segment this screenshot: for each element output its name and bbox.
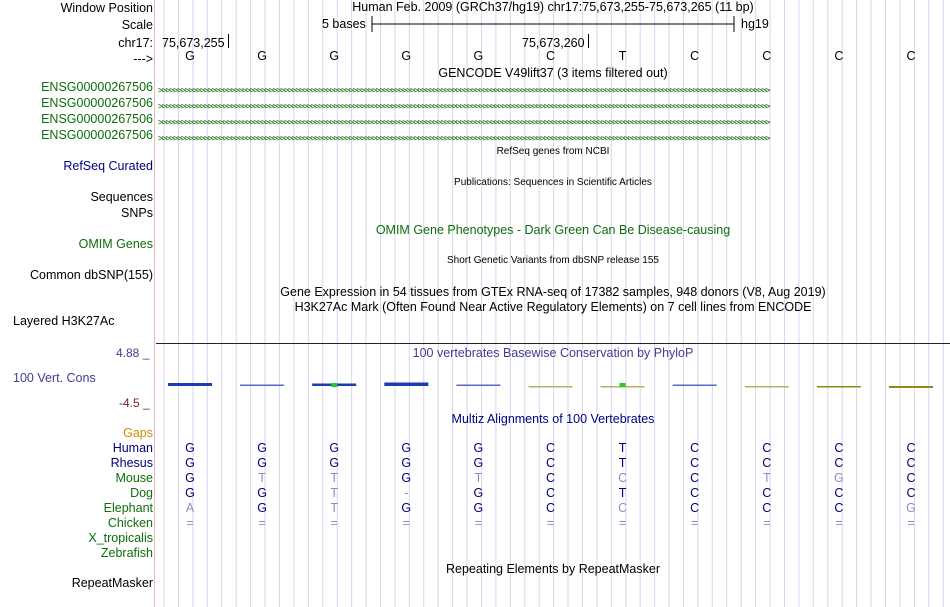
chr-label: chr17:	[118, 36, 153, 50]
alignment-base: C	[762, 486, 772, 500]
snps-track-label[interactable]: SNPs	[121, 206, 153, 220]
alignment-base: C	[545, 456, 556, 470]
alignment-base: G	[473, 441, 484, 455]
position-mid: 75,673,260	[522, 36, 585, 50]
alignment-base: C	[834, 501, 844, 515]
alignment-base: T	[330, 486, 338, 500]
scale-bar	[370, 15, 736, 33]
gencode-item-strand[interactable]: >>>>>>>>>>>>>>>>>>>>>>>>>>>>>>>>>>>>>>>>>>>>>>>>>>>>>>>>>>>>>>>>>>>>>>>>>>>>>>>>>>>>>>>>>>>>>>>>>>>>>>>>>>>>>>>>>>>>>>>>>>>>>>>>>>>>>>>>>>>>>>>>>>>>>>>>>>>>>>>>	[158, 86, 769, 94]
alignment-base: G	[834, 471, 844, 485]
reference-base: G	[185, 49, 195, 63]
reference-base: G	[257, 49, 267, 63]
alignment-base: G	[473, 486, 484, 500]
alignment-base: C	[618, 471, 628, 485]
alignment-base: =	[330, 516, 338, 530]
alignment-base: C	[545, 501, 556, 515]
alignment-base: T	[474, 471, 483, 485]
assembly-position: Human Feb. 2009 (GRCh37/hg19) chr17:75,673,255-75,673,265 (11 bp)	[352, 0, 754, 14]
alignment-base: C	[545, 471, 556, 485]
alignment-base: G	[257, 501, 267, 515]
repeatmasker-track-label[interactable]: RepeatMasker	[71, 576, 153, 590]
alignment-base: C	[762, 441, 772, 455]
gencode-item-strand[interactable]: >>>>>>>>>>>>>>>>>>>>>>>>>>>>>>>>>>>>>>>>>>>>>>>>>>>>>>>>>>>>>>>>>>>>>>>>>>>>>>>>>>>>>>>>>>>>>>>>>>>>>>>>>>>>>>>>>>>>>>>>>>>>>>>>>>>>>>>>>>>>>>>>>>>>>>>>>>>>>>>>	[158, 118, 769, 126]
reference-base: C	[834, 49, 844, 63]
alignment-base: C	[906, 471, 916, 485]
h3k27ac-baseline	[156, 343, 950, 344]
alignment-base: G	[473, 501, 484, 515]
omim-track-label[interactable]: OMIM Genes	[78, 237, 153, 251]
position-mid-tick	[588, 34, 589, 48]
species-label[interactable]: Dog	[130, 486, 153, 500]
reference-base: C	[545, 49, 556, 63]
reference-base: C	[906, 49, 916, 63]
conservation-bar	[456, 385, 500, 387]
reference-base: C	[690, 49, 700, 63]
alignment-base: =	[186, 516, 194, 530]
gencode-item-label[interactable]: ENSG00000267506	[41, 96, 153, 110]
species-label[interactable]: Zebrafish	[100, 546, 153, 560]
alignment-base: G	[401, 456, 412, 470]
alignment-base: T	[258, 471, 266, 485]
conservation-highlight	[331, 383, 337, 387]
gencode-item-strand[interactable]: >>>>>>>>>>>>>>>>>>>>>>>>>>>>>>>>>>>>>>>>>>>>>>>>>>>>>>>>>>>>>>>>>>>>>>>>>>>>>>>>>>>>>>>>>>>>>>>>>>>>>>>>>>>>>>>>>>>>>>>>>>>>>>>>>>>>>>>>>>>>>>>>>>>>>>>>>>>>>>>>	[158, 102, 769, 110]
alignment-base: T	[330, 501, 338, 515]
alignment-base: C	[906, 441, 916, 455]
alignment-base: G	[257, 441, 267, 455]
reference-base: G	[473, 49, 484, 63]
alignment-base: C	[762, 456, 772, 470]
cons-min-value: -4.5 _	[119, 396, 150, 410]
species-label[interactable]: Human	[112, 441, 153, 455]
position-left: 75,673,255	[162, 36, 225, 50]
alignment-base: G	[185, 441, 195, 455]
alignment-base: T	[330, 471, 338, 485]
strand-label: --->	[133, 52, 153, 66]
alignment-base: C	[834, 441, 844, 455]
conservation-highlight	[620, 383, 626, 387]
conservation-track-label[interactable]: 100 Vert. Cons	[13, 371, 96, 385]
alignment-base: G	[185, 471, 195, 485]
omim-track-title[interactable]: OMIM Gene Phenotypes - Dark Green Can Be Disease-causing	[375, 223, 731, 237]
multiz-track-title[interactable]: Multiz Alignments of 100 Vertebrates	[451, 412, 655, 426]
alignment-base: G	[329, 456, 340, 470]
alignment-base: G	[329, 441, 340, 455]
alignment-base: G	[401, 471, 412, 485]
alignment-base: =	[618, 516, 627, 530]
alignment-base: C	[906, 486, 916, 500]
refseq-track-title[interactable]: RefSeq genes from NCBI	[496, 146, 610, 157]
alignment-base: C	[690, 456, 700, 470]
publications-track-title[interactable]: Publications: Sequences in Scientific Articles	[454, 177, 652, 188]
alignment-base: -	[404, 486, 409, 500]
label-divider	[154, 0, 155, 607]
window-position-label: Window Position	[60, 1, 153, 15]
alignment-base: C	[618, 501, 628, 515]
alignment-base: T	[618, 486, 627, 500]
conservation-bar	[529, 386, 573, 388]
dbsnp-track-title[interactable]: Short Genetic Variants from dbSNP release 155	[447, 255, 659, 266]
species-label[interactable]: Rhesus	[110, 456, 153, 470]
alignment-base: =	[546, 516, 555, 530]
scale-db: hg19	[741, 17, 769, 31]
gencode-item-label[interactable]: ENSG00000267506	[41, 80, 153, 94]
sequences-track-label[interactable]: Sequences	[90, 190, 153, 204]
alignment-base: G	[473, 456, 484, 470]
species-label[interactable]: X_tropicalis	[88, 531, 153, 545]
position-left-tick	[228, 34, 229, 48]
reference-base: C	[762, 49, 772, 63]
alignment-base: G	[401, 501, 412, 515]
alignment-base: G	[401, 441, 412, 455]
gaps-label: Gaps	[123, 426, 153, 440]
gtex-track-title[interactable]: Gene Expression in 54 tissues from GTEx RNA-seq of 17382 samples, 948 donors (V8, Aug 2019)	[280, 285, 826, 299]
alignment-base: G	[257, 456, 267, 470]
alignment-base: C	[545, 441, 556, 455]
reference-base: T	[618, 49, 627, 63]
alignment-base: C	[762, 501, 772, 515]
species-label[interactable]: Chicken	[107, 516, 153, 530]
species-label[interactable]: Elephant	[103, 501, 153, 515]
h3k27ac-track-title[interactable]: H3K27Ac Mark (Often Found Near Active Regulatory Elements) on 7 cell lines from ENCODE	[294, 300, 812, 314]
gencode-item-label[interactable]: ENSG00000267506	[41, 112, 153, 126]
alignment-base: C	[906, 456, 916, 470]
alignment-base: C	[834, 456, 844, 470]
h3k27ac-track-label[interactable]: Layered H3K27Ac	[13, 314, 115, 328]
alignment-base: C	[690, 501, 700, 515]
alignment-base: T	[618, 456, 627, 470]
alignment-base: =	[835, 516, 843, 530]
conservation-plot	[156, 360, 950, 400]
alignment-base: C	[690, 441, 700, 455]
scale-label: Scale	[121, 18, 153, 32]
alignment-base: =	[691, 516, 699, 530]
gencode-item-label[interactable]: ENSG00000267506	[41, 128, 153, 142]
alignment-base: T	[762, 471, 771, 485]
alignment-base: G	[257, 486, 267, 500]
alignment-base: =	[907, 516, 915, 530]
conservation-bar	[745, 386, 789, 388]
alignment-base: T	[618, 441, 627, 455]
alignment-base: =	[474, 516, 483, 530]
alignment-base: =	[258, 516, 266, 530]
alignment-base: G	[185, 456, 195, 470]
alignment-base: C	[690, 486, 700, 500]
cons-max-value: 4.88 _	[116, 346, 150, 360]
refseq-track-label[interactable]: RefSeq Curated	[63, 159, 153, 173]
dbsnp-track-label[interactable]: Common dbSNP(155)	[30, 268, 153, 282]
alignment-base: C	[834, 486, 844, 500]
alignment-base: C	[690, 471, 700, 485]
alignment-base: G	[185, 486, 195, 500]
alignment-base: =	[402, 516, 410, 530]
reference-base: G	[401, 49, 412, 63]
reference-base: G	[329, 49, 340, 63]
conservation-bar	[817, 386, 861, 388]
conservation-bar	[168, 383, 212, 386]
conservation-bar	[673, 385, 717, 387]
conservation-bar	[889, 386, 933, 388]
conservation-track-title[interactable]: 100 vertebrates Basewise Conservation by PhyloP	[412, 346, 694, 360]
conservation-bar	[384, 383, 428, 387]
repeatmasker-track-title[interactable]: Repeating Elements by RepeatMasker	[445, 562, 660, 576]
alignment-base: G	[906, 501, 916, 515]
conservation-bar	[240, 385, 284, 387]
gencode-item-strand[interactable]: >>>>>>>>>>>>>>>>>>>>>>>>>>>>>>>>>>>>>>>>>>>>>>>>>>>>>>>>>>>>>>>>>>>>>>>>>>>>>>>>>>>>>>>>>>>>>>>>>>>>>>>>>>>>>>>>>>>>>>>>>>>>>>>>>>>>>>>>>>>>>>>>>>>>>>>>>>>>>>>>	[158, 134, 769, 142]
species-label[interactable]: Mouse	[115, 471, 153, 485]
scale-text: 5 bases	[322, 17, 366, 31]
alignment-base: A	[185, 501, 195, 515]
alignment-base: =	[763, 516, 771, 530]
alignment-base: C	[545, 486, 556, 500]
gencode-track-title[interactable]: GENCODE V49lift37 (3 items filtered out)	[438, 66, 668, 80]
